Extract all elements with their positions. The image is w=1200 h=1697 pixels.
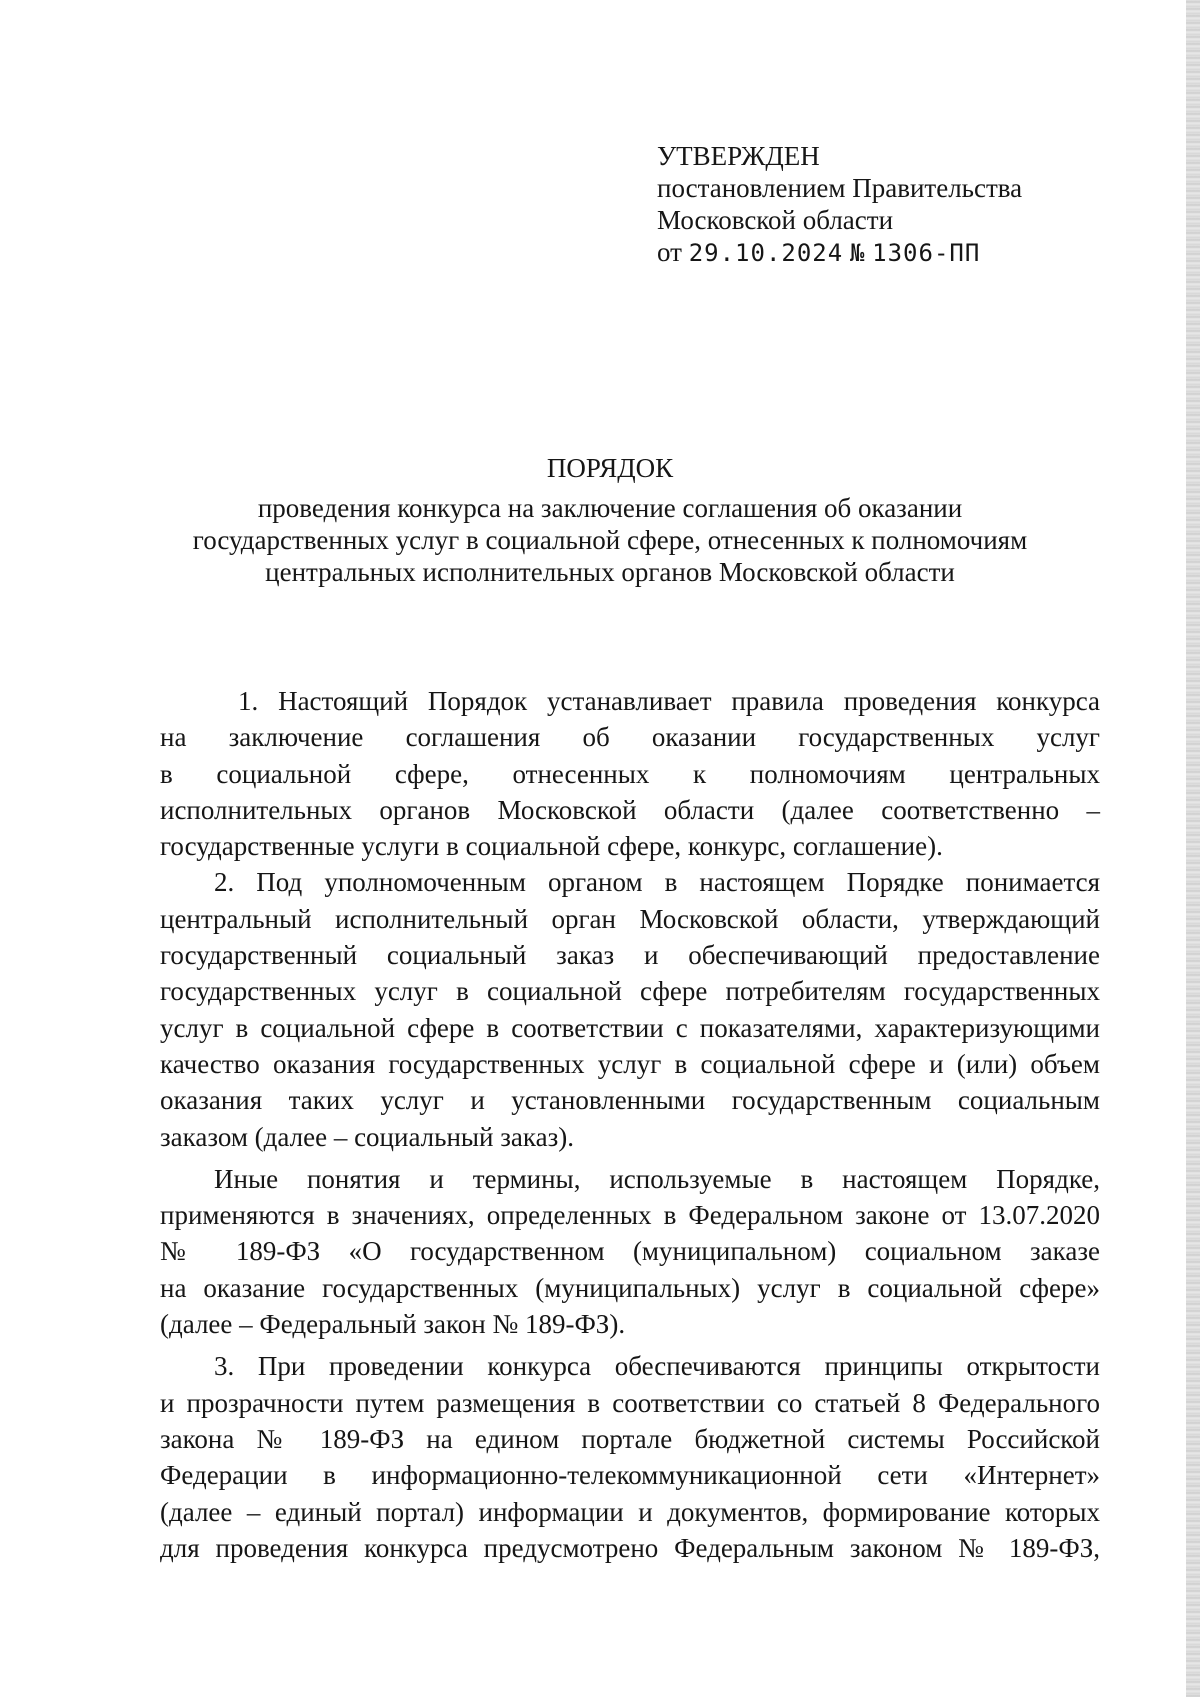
subtitle-line: проведения конкурса на заключение соглашения об оказании: [257, 493, 963, 523]
approval-block: [657, 140, 1077, 269]
paragraph-2-continued: [160, 1161, 1100, 1342]
paragraph-1: [160, 683, 1100, 864]
text-line: 1. Настоящий Порядок устанавливает правила проведения конкурса: [238, 686, 1100, 716]
approval-date-number: [657, 236, 1077, 269]
document-subtitle: [160, 492, 1060, 588]
text-line: центральный исполнительный орган Московской области, утверждающий: [160, 903, 1100, 934]
text-line: государственные услуги в социальной сфере, конкурс, соглашение).: [160, 831, 943, 862]
document-title: ПОРЯДОК: [546, 453, 674, 483]
text-line: на заключение соглашения об оказании государственных услуг: [160, 722, 1100, 753]
text-line: на оказание государственных (муниципальных) услуг в социальной сфере»: [160, 1272, 1100, 1303]
text-line: услуг в социальной сфере в соответствии с показателями, характеризующими: [160, 1012, 1100, 1043]
approval-issuer: постановлением Правительства: [657, 173, 1023, 203]
text-line: государственный социальный заказ и обеспечивающий предоставление: [160, 940, 1100, 971]
text-line: Иные понятия и термины, используемые в настоящем Порядке,: [214, 1163, 1100, 1194]
text-line: оказания таких услуг и установленными государственным социальным: [160, 1085, 1100, 1116]
approval-number: 1306-ПП: [872, 239, 981, 267]
text-line: (далее – Федеральный закон № 189-ФЗ).: [160, 1309, 626, 1340]
approval-number-label: №: [849, 239, 866, 267]
approval-date: 29.10.2024: [688, 239, 844, 267]
text-line: применяются в значениях, определенных в Федеральном законе от 13.07.2020: [160, 1200, 1100, 1231]
text-line: качество оказания государственных услуг в социальной сфере и (или) объем: [160, 1048, 1100, 1079]
subtitle-line: государственных услуг в социальной сфере, отнесенных к полномочиям: [192, 525, 1028, 555]
text-line: 3. При проведении конкурса обеспечиваются принципы открытости: [214, 1351, 1100, 1382]
approval-region: Московской области: [657, 205, 894, 235]
text-line: и прозрачности путем размещения в соответствии со статьей 8 Федерального: [160, 1387, 1100, 1418]
text-line: (далее – единый портал) информации и документов, формирование которых: [160, 1496, 1100, 1527]
paragraph-2: [160, 864, 1100, 1154]
text-line: Федерации в информационно-телекоммуникационной сети «Интернет»: [160, 1460, 1100, 1491]
text-line: заказом (далее – социальный заказ).: [160, 1121, 574, 1152]
paragraph-3: [160, 1348, 1100, 1566]
scan-edge-artifact: [1186, 0, 1200, 1697]
text-line: в социальной сфере, отнесенных к полномочиям центральных: [160, 758, 1100, 789]
approval-from-label: от: [657, 237, 682, 267]
text-line: 2. Под уполномоченным органом в настоящем Порядке понимается: [214, 867, 1100, 898]
text-line: № 189-ФЗ «О государственном (муниципальном) социальном заказе: [160, 1236, 1100, 1267]
text-line: для проведения конкурса предусмотрено Федеральным законом № 189-ФЗ,: [160, 1532, 1100, 1563]
text-line: закона № 189-ФЗ на едином портале бюджетной системы Российской: [160, 1423, 1100, 1454]
text-line: государственных услуг в социальной сфере потребителям государственных: [160, 976, 1100, 1007]
approval-stamp-title: УТВЕРЖДЕН: [657, 141, 820, 171]
subtitle-line: центральных исполнительных органов Московской области: [265, 557, 955, 587]
text-line: исполнительных органов Московской области (далее соответственно –: [160, 794, 1100, 825]
document-body: [160, 683, 1100, 1566]
